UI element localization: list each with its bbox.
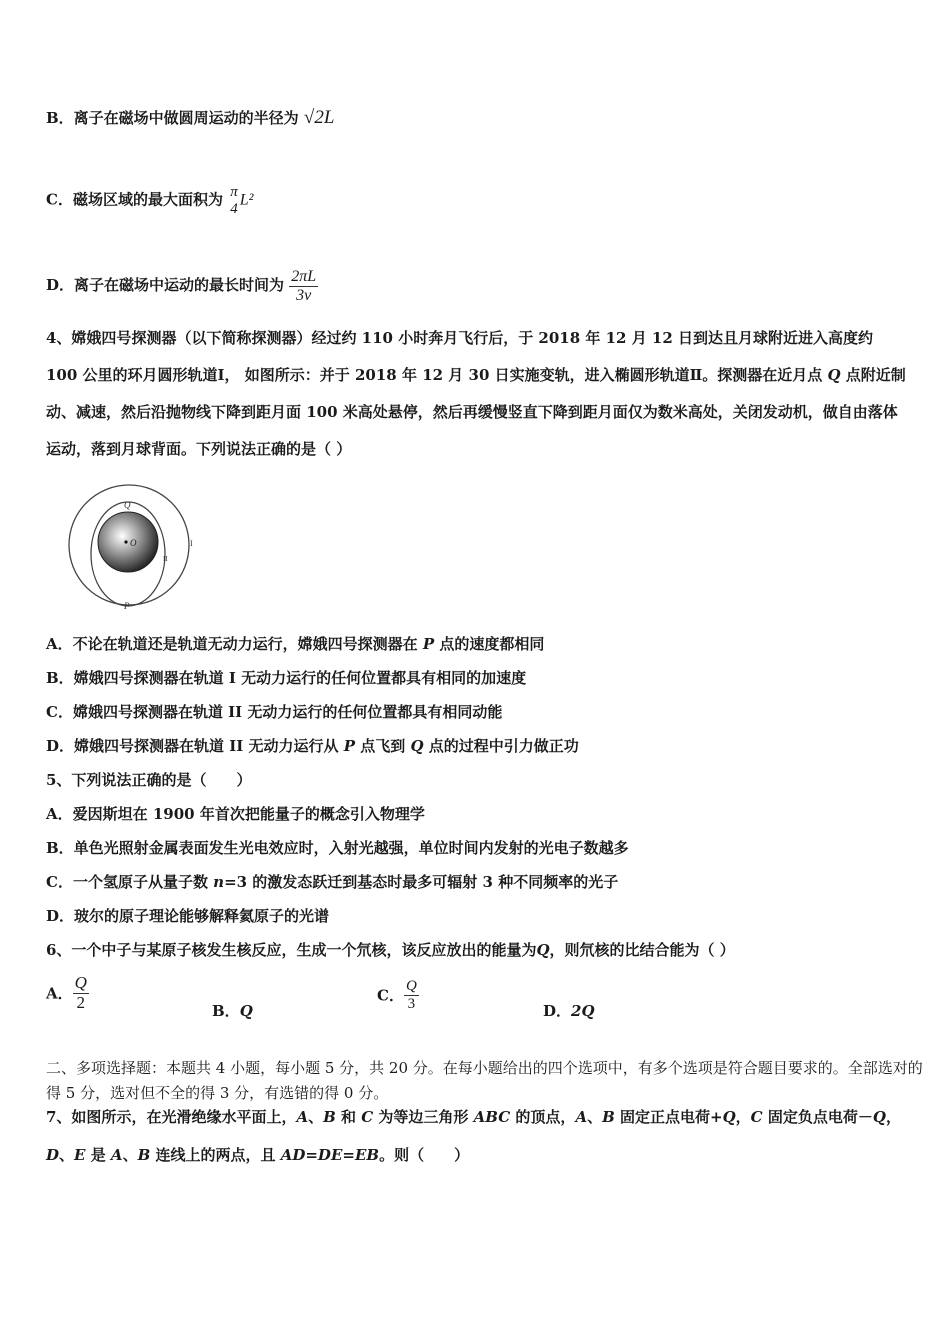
label-p: P xyxy=(124,601,130,611)
option-text: A．不论在轨道还是轨道无动力运行，嫦娥四号探测器在 xyxy=(46,635,423,653)
option-text: =3 的激发态跃迁到基态时最多可辐射 3 种不同频率的光子 xyxy=(224,873,619,891)
label-q: Q xyxy=(124,500,131,510)
q5-option-c xyxy=(46,872,618,892)
area-tail: L² xyxy=(239,191,254,209)
label-orbit-ii: II xyxy=(163,555,168,563)
option-value: Q xyxy=(239,1002,253,1020)
section-2-heading: 二、多项选择题：本题共 4 小题，每小题 5 分，共 20 分。在每小题给出的四个选项中，有多个选项是符合题目要求的。全部选对的得 5 分，选对但不全的得 3 分，有选错的得 0 分。 xyxy=(46,1059,923,1102)
point-b: B xyxy=(323,1108,336,1126)
q4-option-c: C．嫦娥四号探测器在轨道 II 无动力运行的任何位置都具有相同动能 xyxy=(46,703,503,721)
point-p: P xyxy=(343,737,355,755)
fraction-denominator: 4 xyxy=(230,200,238,217)
point-a: A xyxy=(296,1108,309,1126)
label-orbit-i: I xyxy=(190,539,193,548)
center-dot xyxy=(124,540,127,543)
stem-text: 和 xyxy=(335,1108,362,1126)
q6-option-c xyxy=(377,978,419,1012)
fraction-numerator: 2πL xyxy=(291,268,317,285)
fraction-numerator: Q xyxy=(74,973,87,992)
stem-text: 的顶点， xyxy=(510,1108,576,1126)
stem-text: 固定负点电荷－ xyxy=(762,1108,873,1126)
stem-text: 4、嫦娥四号探测器（以下简称探测器）经过约 110 小时奔月飞行后，于 2018 年 12 月 12 日到达且月球附近进入高度约 100 公里的环月圆形轨道Ⅰ， 如图所示：并于 2018 年 12 月 30 日实施变轨，进入椭圆形轨道Ⅱ。探测器在近月点 xyxy=(46,329,874,384)
option-text: 点飞到 xyxy=(355,737,411,755)
point-q: Q xyxy=(827,366,841,384)
fraction-denominator: 3v xyxy=(296,286,312,304)
point-a: A xyxy=(575,1108,588,1126)
q6-option-d xyxy=(543,1000,595,1021)
stem-text: ， xyxy=(885,1108,901,1126)
point-c: C xyxy=(750,1108,763,1126)
stem-text: 、 xyxy=(59,1146,75,1164)
time-fraction xyxy=(289,268,318,304)
option-value: 2Q xyxy=(571,1002,595,1020)
stem-text: 为等边三角形 xyxy=(373,1108,474,1126)
option-label: A． xyxy=(46,984,73,1003)
energy-q: Q xyxy=(536,941,550,959)
option-text: C．一个氢原子从量子数 xyxy=(46,873,214,891)
q7-stem xyxy=(46,1098,908,1174)
stem-text: 7、如图所示，在光滑绝缘水平面上， xyxy=(46,1108,297,1126)
option-label: C． xyxy=(377,986,404,1005)
fraction-numerator: Q xyxy=(405,978,417,994)
option-text: 点的过程中引力做正功 xyxy=(423,737,579,755)
q4-stem xyxy=(46,320,908,468)
stem-text: ， xyxy=(735,1108,751,1126)
fraction-q-over-3 xyxy=(404,978,419,1012)
label-o: O xyxy=(130,538,137,548)
q5-stem: 5、下列说法正确的是（ ） xyxy=(46,771,252,789)
point-p: P xyxy=(422,635,435,653)
stem-text: 点附近制动、减速，然后沿抛物线下降到距月面 100 米高处悬停，然后再缓慢竖直下降到距月面仅为数米高处，关闭发动机，做自由落体运动，落到月球背面。下列说法正确的是（ ） xyxy=(46,366,906,458)
option-text: 点的速度都相同 xyxy=(434,635,545,653)
option-label: B． xyxy=(212,1002,240,1020)
stem-text: ，则氘核的比结合能为（ ） xyxy=(549,941,735,959)
point-b: B xyxy=(137,1146,151,1164)
radius-formula: √2L xyxy=(303,107,335,128)
q6-stem xyxy=(46,940,735,960)
point-c: C xyxy=(361,1108,374,1126)
option-text: B．离子在磁场中做圆周运动的半径为 xyxy=(46,109,299,127)
point-d: D xyxy=(46,1146,60,1164)
stem-text: 、 xyxy=(122,1146,138,1164)
stem-text: 6、一个中子与某原子核发生核反应，生成一个氘核，该反应放出的能量为 xyxy=(46,941,537,959)
fraction-denominator: 3 xyxy=(407,995,416,1012)
q5-option-b: B．单色光照射金属表面发生光电效应时，入射光越强，单位时间内发射的光电子数越多 xyxy=(46,839,629,857)
option-text: D．离子在磁场中运动的最长时间为 xyxy=(46,276,285,295)
q3-option-b xyxy=(46,108,334,128)
q4-option-b: B．嫦娥四号探测器在轨道 I 无动力运行的任何位置都具有相同的加速度 xyxy=(46,669,527,687)
stem-text: 、 xyxy=(587,1108,603,1126)
segment-equation: AD=DE=EB xyxy=(280,1146,380,1164)
option-text: D．嫦娥四号探测器在轨道 II 无动力运行从 xyxy=(46,737,344,755)
option-label: D． xyxy=(543,1002,572,1020)
orbit-diagram xyxy=(62,478,202,614)
point-a: A xyxy=(110,1146,123,1164)
moon xyxy=(98,512,158,572)
charge-q: Q xyxy=(872,1108,886,1126)
charge-q: Q xyxy=(722,1108,736,1126)
fraction-numerator: π xyxy=(230,184,238,200)
q6-option-a xyxy=(46,974,89,1012)
q3-option-d xyxy=(46,268,318,304)
q4-option-d xyxy=(46,736,579,756)
fraction-denominator: 2 xyxy=(76,992,86,1012)
q4-option-a xyxy=(46,634,544,654)
stem-text: 、 xyxy=(308,1108,324,1126)
stem-text: 连线上的两点，且 xyxy=(150,1146,281,1164)
option-text: C．磁场区域的最大面积为 xyxy=(46,190,223,209)
fraction-q-over-2 xyxy=(73,974,89,1012)
area-fraction xyxy=(228,184,240,217)
q6-option-b xyxy=(212,1000,253,1021)
stem-text: 。则（ ） xyxy=(379,1146,470,1164)
triangle-abc: ABC xyxy=(473,1108,511,1126)
stem-text: 是 xyxy=(85,1146,111,1164)
q5-option-d: D．玻尔的原子理论能够解释氦原子的光谱 xyxy=(46,907,330,925)
q3-option-c xyxy=(46,184,253,217)
q5-option-a: A．爱因斯坦在 1900 年首次把能量子的概念引入物理学 xyxy=(46,805,425,823)
point-b: B xyxy=(602,1108,615,1126)
point-e: E xyxy=(74,1146,86,1164)
quantum-number: n xyxy=(213,873,225,891)
point-q: Q xyxy=(410,737,424,755)
stem-text: 固定正点电荷+ xyxy=(614,1108,723,1126)
